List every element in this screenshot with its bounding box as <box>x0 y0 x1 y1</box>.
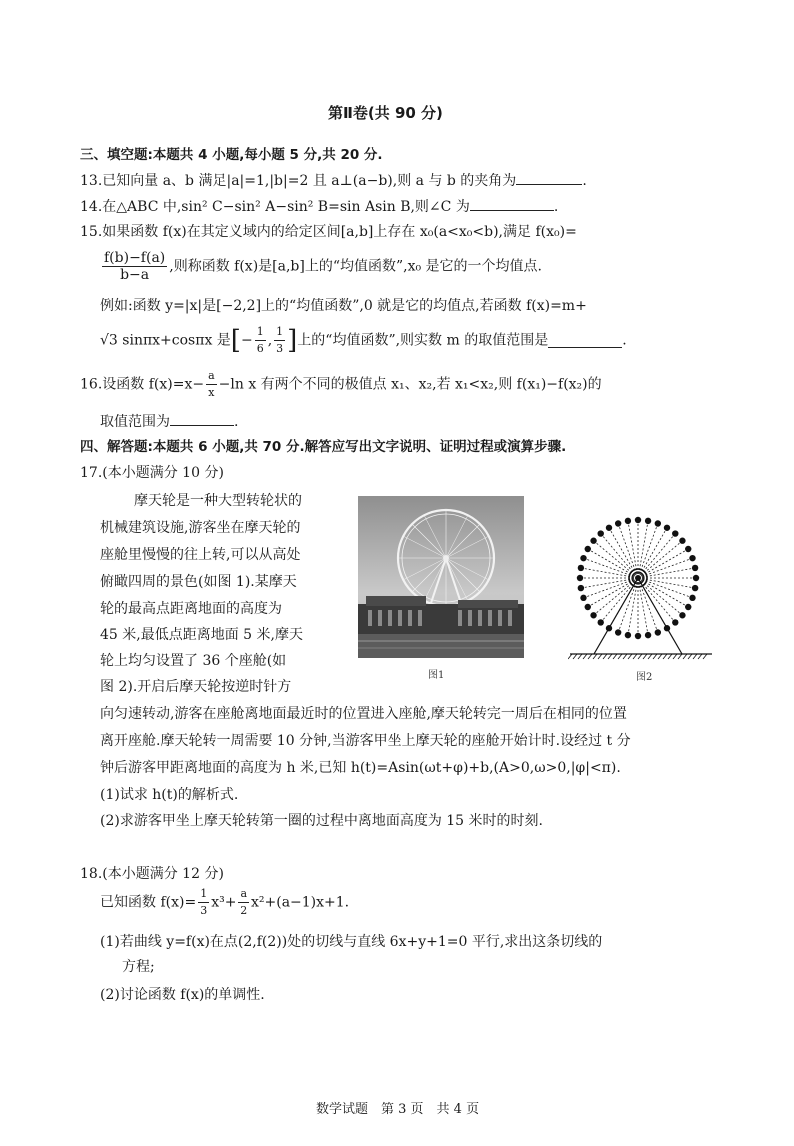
figure2-caption: 图2 <box>636 672 653 683</box>
q18-sub1-a: (1)若曲线 y=f(x)在点(2,f(2))处的切线与直线 6x+y+1=0 平行,求出这条切线的 <box>100 934 603 950</box>
cabin <box>578 565 584 571</box>
ground-hatch <box>573 654 577 659</box>
ground-hatch <box>633 654 637 659</box>
q18-line1-b: x³+ <box>211 894 237 911</box>
ground-hatch <box>608 654 612 659</box>
q17-line-7: 图 2).开启后摩天轮按逆时针方 <box>100 679 292 695</box>
q16-end: . <box>234 414 239 430</box>
q18-frac1 <box>198 886 209 919</box>
cabin <box>590 612 596 618</box>
q15-line4 <box>100 324 627 357</box>
q15-interval-left <box>255 324 266 357</box>
ground-hatch <box>698 654 702 659</box>
cabin <box>672 619 678 625</box>
q18-line1-a: 已知函数 f(x)= <box>100 894 197 911</box>
q18-f1-den: 3 <box>200 904 208 917</box>
q15-frac-den: b−a <box>120 267 150 283</box>
q17-line-3: 俯瞰四周的景色(如图 1).某摩天 <box>100 574 297 590</box>
q17-line-1: 机械建筑设施,游客坐在摩天轮的 <box>100 520 301 536</box>
cabin <box>692 565 698 571</box>
cabin <box>672 530 678 536</box>
q14-answer-blank <box>470 196 554 211</box>
q18-header <box>80 864 224 884</box>
ground-hatch <box>683 654 687 659</box>
ground-hatch <box>568 654 572 659</box>
cabin <box>689 595 695 601</box>
ground-hatch <box>623 654 627 659</box>
ground-hatch <box>648 654 652 659</box>
q16-line2-text: 取值范围为 <box>100 414 170 430</box>
q16-frac-den: x <box>208 386 215 399</box>
q15-frac-num: f(b)−f(a) <box>104 250 166 266</box>
q15-line2 <box>100 250 542 283</box>
figure2-diagram <box>568 506 716 662</box>
cabin <box>679 612 685 618</box>
ground-hatch <box>703 654 707 659</box>
q17-line-5: 45 米,最低点距离地面 5 米,摩天 <box>100 627 303 643</box>
cabin <box>598 530 604 536</box>
q16-fraction <box>206 368 217 401</box>
q17-number: 17. <box>80 465 103 481</box>
ground-hatch <box>588 654 592 659</box>
ground-hatch <box>653 654 657 659</box>
question-13 <box>80 170 587 191</box>
q13-number: 13. <box>80 173 103 189</box>
q17-score: (本小题满分 10 分) <box>102 465 224 481</box>
q15-ir-num: 1 <box>274 324 285 341</box>
q16-frac-num: a <box>206 368 217 385</box>
q15-interval-right <box>274 324 285 357</box>
q15-bracket-right: ] <box>287 325 298 356</box>
ground-hatch <box>658 654 662 659</box>
q14-text: 在△ABC 中,sin² C−sin² A−sin² B=sin Asin B,则∠C 为 <box>102 199 470 215</box>
ground-hatch <box>628 654 632 659</box>
q18-sub1-b: 方程; <box>122 959 155 975</box>
q17-header <box>80 463 224 483</box>
q17-full-line-2: 钟后游客甲距离地面的高度为 h 米,已知 h(t)=Asin(ωt+φ)+b,(A>0,ω>0,|φ|<π). <box>100 760 621 776</box>
q17-full-line-0: 向匀速转动,游客在座舱离地面最近时的位置进入座舱,摩天轮转完一周后在相同的位置 <box>100 706 627 722</box>
cabin <box>580 555 586 561</box>
q15-line4-a: √3 sinπx+cosπx 是 <box>100 332 231 349</box>
ground-hatch <box>583 654 587 659</box>
cabin <box>645 632 651 638</box>
photo-hub <box>443 555 449 561</box>
q16-line1-b: −ln x 有两个不同的极值点 x₁、x₂,若 x₁<x₂,则 f(x₁)−f(x₂)的 <box>218 376 602 393</box>
cabin <box>578 585 584 591</box>
cabin <box>689 555 695 561</box>
photo-water <box>358 634 524 658</box>
ground-hatch <box>593 654 597 659</box>
q15-answer-blank <box>548 333 622 348</box>
q18-frac2 <box>238 886 249 919</box>
ground-hatch <box>643 654 647 659</box>
q18-f2-den: 2 <box>240 904 248 917</box>
page-footer: 数学试题 第 3 页 共 4 页 <box>316 1102 480 1117</box>
ground-hatch <box>678 654 682 659</box>
q15-line2-text: ,则称函数 f(x)是[a,b]上的“均值函数”,x₀ 是它的一个均值点. <box>169 258 543 275</box>
q15-end: . <box>622 332 627 349</box>
ground-hatch <box>638 654 642 659</box>
support-left <box>594 578 638 654</box>
ground-hatch <box>693 654 697 659</box>
cabin <box>615 520 621 526</box>
q15-ir-den: 3 <box>276 342 284 355</box>
q15-minus: − <box>240 332 253 349</box>
q17-line-6: 轮上均匀设置了 36 个座舱(如 <box>100 653 287 669</box>
q18-f1-num: 1 <box>198 886 209 903</box>
question-14 <box>80 196 558 217</box>
cabin <box>625 518 631 524</box>
cabin <box>693 575 699 581</box>
q17-full-line-1: 离开座舱.摩天轮转一周需要 10 分钟,当游客甲坐上摩天轮的座舱开始计时.设经过 t 分 <box>100 733 631 749</box>
section4-heading: 四、解答题:本题共 6 小题,共 70 分.解答应写出文字说明、证明过程或演算步骤. <box>80 439 567 455</box>
figure1-photo <box>358 496 524 658</box>
q14-number: 14. <box>80 199 103 215</box>
q18-sub2: (2)讨论函数 f(x)的单调性. <box>100 987 265 1003</box>
q15-il-num: 1 <box>255 324 266 341</box>
q16-line2 <box>100 411 238 432</box>
q15-line1-text: 如果函数 f(x)在其定义域内的给定区间[a,b]上存在 x₀(a<x₀<b),满足 f(x₀)= <box>102 224 577 240</box>
cabin <box>577 575 583 581</box>
ground-hatch <box>688 654 692 659</box>
cabin <box>645 518 651 524</box>
cabin <box>585 604 591 610</box>
q16-answer-blank <box>170 411 234 426</box>
ground-hatch <box>673 654 677 659</box>
q18-f2-num: a <box>238 886 249 903</box>
cabin <box>655 629 661 635</box>
ground-hatch <box>663 654 667 659</box>
q17-line-2: 座舱里慢慢的往上转,可以从高处 <box>100 547 301 563</box>
q18-number: 18. <box>80 866 103 882</box>
cabin <box>606 525 612 531</box>
cabin <box>598 619 604 625</box>
figure1-caption: 图1 <box>428 670 445 681</box>
q13-answer-blank <box>516 170 582 185</box>
cabin <box>635 633 641 639</box>
q16-line1-a: 设函数 f(x)=x− <box>102 376 205 393</box>
q15-fraction <box>102 250 167 283</box>
ground-hatch <box>613 654 617 659</box>
cabin <box>615 629 621 635</box>
q13-end: . <box>582 173 587 189</box>
cabin <box>590 538 596 544</box>
q15-bracket-left: [ <box>230 325 241 356</box>
q15-il-den: 6 <box>256 342 264 355</box>
ground-hatch <box>618 654 622 659</box>
q15-number: 15. <box>80 224 103 240</box>
cabin <box>664 525 670 531</box>
cabin <box>585 546 591 552</box>
cabin <box>655 520 661 526</box>
cabin <box>692 585 698 591</box>
q17-sub1: (1)试求 h(t)的解析式. <box>100 787 239 803</box>
q15-comma: , <box>267 332 273 349</box>
q15-line3: 例如:函数 y=|x|是[−2,2]上的“均值函数”,0 就是它的均值点,若函数 f(x)=m+ <box>100 298 587 314</box>
ground-hatch <box>598 654 602 659</box>
q16-number: 16. <box>80 376 103 393</box>
q13-text: 已知向量 a、b 满足|a|=1,|b|=2 且 a⊥(a−b),则 a 与 b 的夹角为 <box>102 173 517 189</box>
ground-hatch <box>603 654 607 659</box>
q15-line1 <box>80 222 577 242</box>
q14-end: . <box>553 199 559 215</box>
q17-line-4: 轮的最高点距离地面的高度为 <box>100 601 282 617</box>
section3-heading: 三、填空题:本题共 4 小题,每小题 5 分,共 20 分. <box>80 147 383 163</box>
ground-hatch <box>668 654 672 659</box>
cabin <box>635 517 641 523</box>
q18-score: (本小题满分 12 分) <box>102 866 224 882</box>
cabin <box>580 595 586 601</box>
cabin <box>625 632 631 638</box>
q18-line1-c: x²+(a−1)x+1. <box>251 894 350 911</box>
q15-line4-b: 上的“均值函数”,则实数 m 的取值范围是 <box>297 332 549 349</box>
q18-line1 <box>100 886 349 919</box>
cabin <box>679 538 685 544</box>
cabin <box>685 546 691 552</box>
cabin <box>685 604 691 610</box>
support-right <box>638 578 682 654</box>
q17-sub2: (2)求游客甲坐上摩天轮转第一圈的过程中离地面高度为 15 米时的时刻. <box>100 813 543 829</box>
q17-line-0: 摩天轮是一种大型转轮状的 <box>134 493 302 509</box>
ground-hatch <box>578 654 582 659</box>
q16-line1 <box>80 368 602 401</box>
page-title: 第Ⅱ卷(共 90 分) <box>328 104 443 122</box>
